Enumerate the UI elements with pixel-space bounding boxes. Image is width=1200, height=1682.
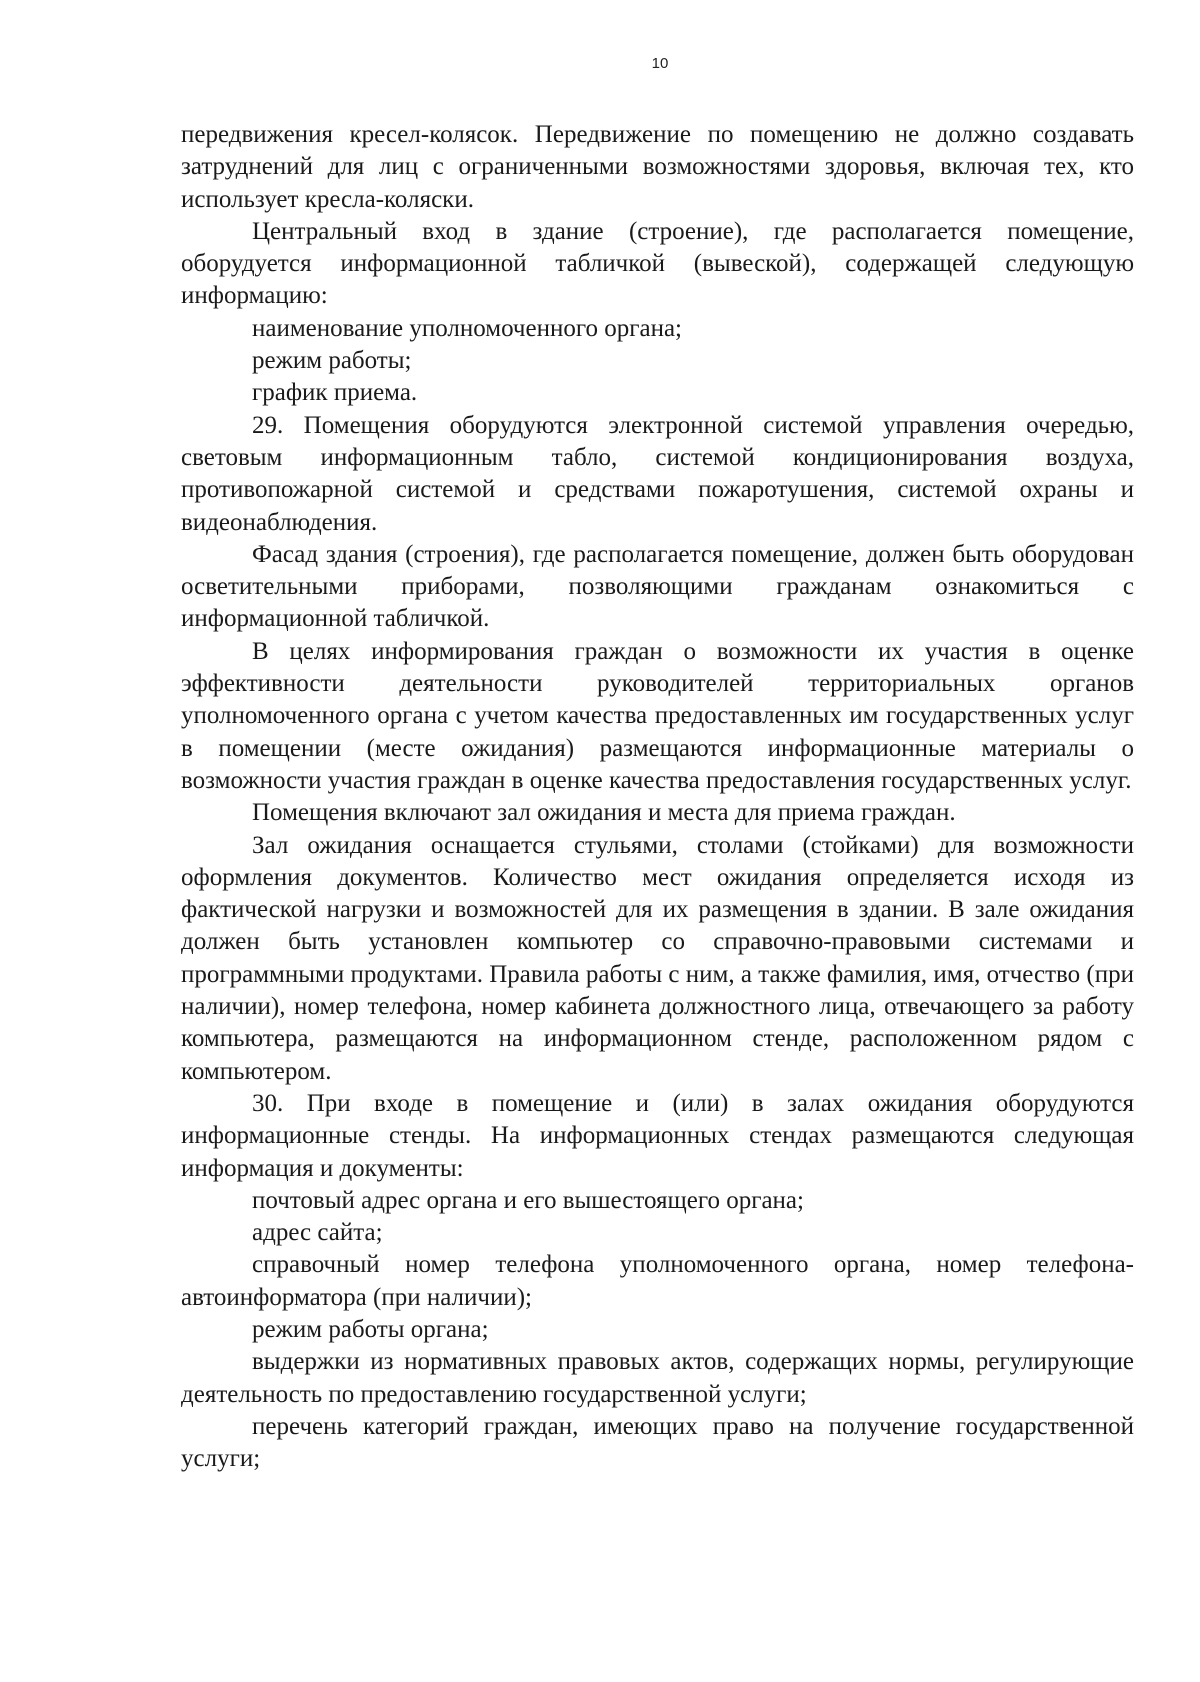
paragraph: Зал ожидания оснащается стульями, столами (стойками) для возможности оформления документов. Количество мест ожидания определяется исходя из фактической нагрузки и возможностей для их размещения в здании. В зале ожидания должен быть установлен компьютер со справочно-правовыми системами и программными продуктами. Правила работы с ним, а также фамилия, имя, отчество (при наличии), номер телефона, номер кабинета должностного лица, отвечающего за работу компьютера, размещаются на информационном стенде, расположенном рядом с компьютером.	[181, 831, 1134, 1085]
document-body	[181, 119, 1134, 1475]
paragraph: Помещения включают зал ожидания и места для приема граждан.	[252, 799, 956, 827]
paragraph: В целях информирования граждан о возможности их участия в оценке эффективности деятельности руководителей территориальных органов уполномоченного органа с учетом качества предоставленных им государственных услуг в помещении (месте ожидания) размещаются информационные материалы о возможности участия граждан в оценке качества предоставления государственных услуг.	[181, 637, 1134, 794]
paragraph: 30. При входе в помещение и (или) в залах ожидания оборудуются информационные стенды. На информационных стендах размещаются следующая информация и документы:	[181, 1089, 1134, 1182]
list-item: режим работы органа;	[252, 1315, 489, 1343]
list-item: перечень категорий граждан, имеющих право на получение государственной услуги;	[181, 1412, 1134, 1473]
list-item: выдержки из нормативных правовых актов, содержащих нормы, регулирующие деятельность по предоставлению государственной услуги;	[181, 1348, 1134, 1408]
list-item: почтовый адрес органа и его вышестоящего органа;	[252, 1186, 804, 1214]
paragraph: Центральный вход в здание (строение), где располагается помещение, оборудуется информационной табличкой (вывеской), содержащей следующую информацию:	[181, 217, 1134, 310]
list-item: режим работы;	[252, 347, 412, 375]
list-item: справочный номер телефона уполномоченного органа, номер телефона-автоинформатора (при наличии);	[181, 1251, 1134, 1311]
list-item: адрес сайта;	[252, 1219, 383, 1247]
paragraph: Фасад здания (строения), где располагается помещение, должен быть оборудован осветительными приборами, позволяющими гражданам ознакомиться с информационной табличкой.	[181, 540, 1134, 633]
page-number: 10	[651, 55, 669, 72]
list-item: наименование уполномоченного органа;	[252, 314, 683, 342]
paragraph: передвижения кресел-колясок. Передвижение по помещению не должно создавать затруднений для лиц с ограниченными возможностями здоровья, включая тех, кто использует кресла-коляски.	[181, 121, 1134, 213]
list-item: график приема.	[252, 379, 418, 407]
paragraph: 29. Помещения оборудуются электронной системой управления очередью, световым информационным табло, системой кондиционирования воздуха, противопожарной системой и средствами пожаротушения, системой охраны и видеонаблюдения.	[181, 411, 1134, 536]
